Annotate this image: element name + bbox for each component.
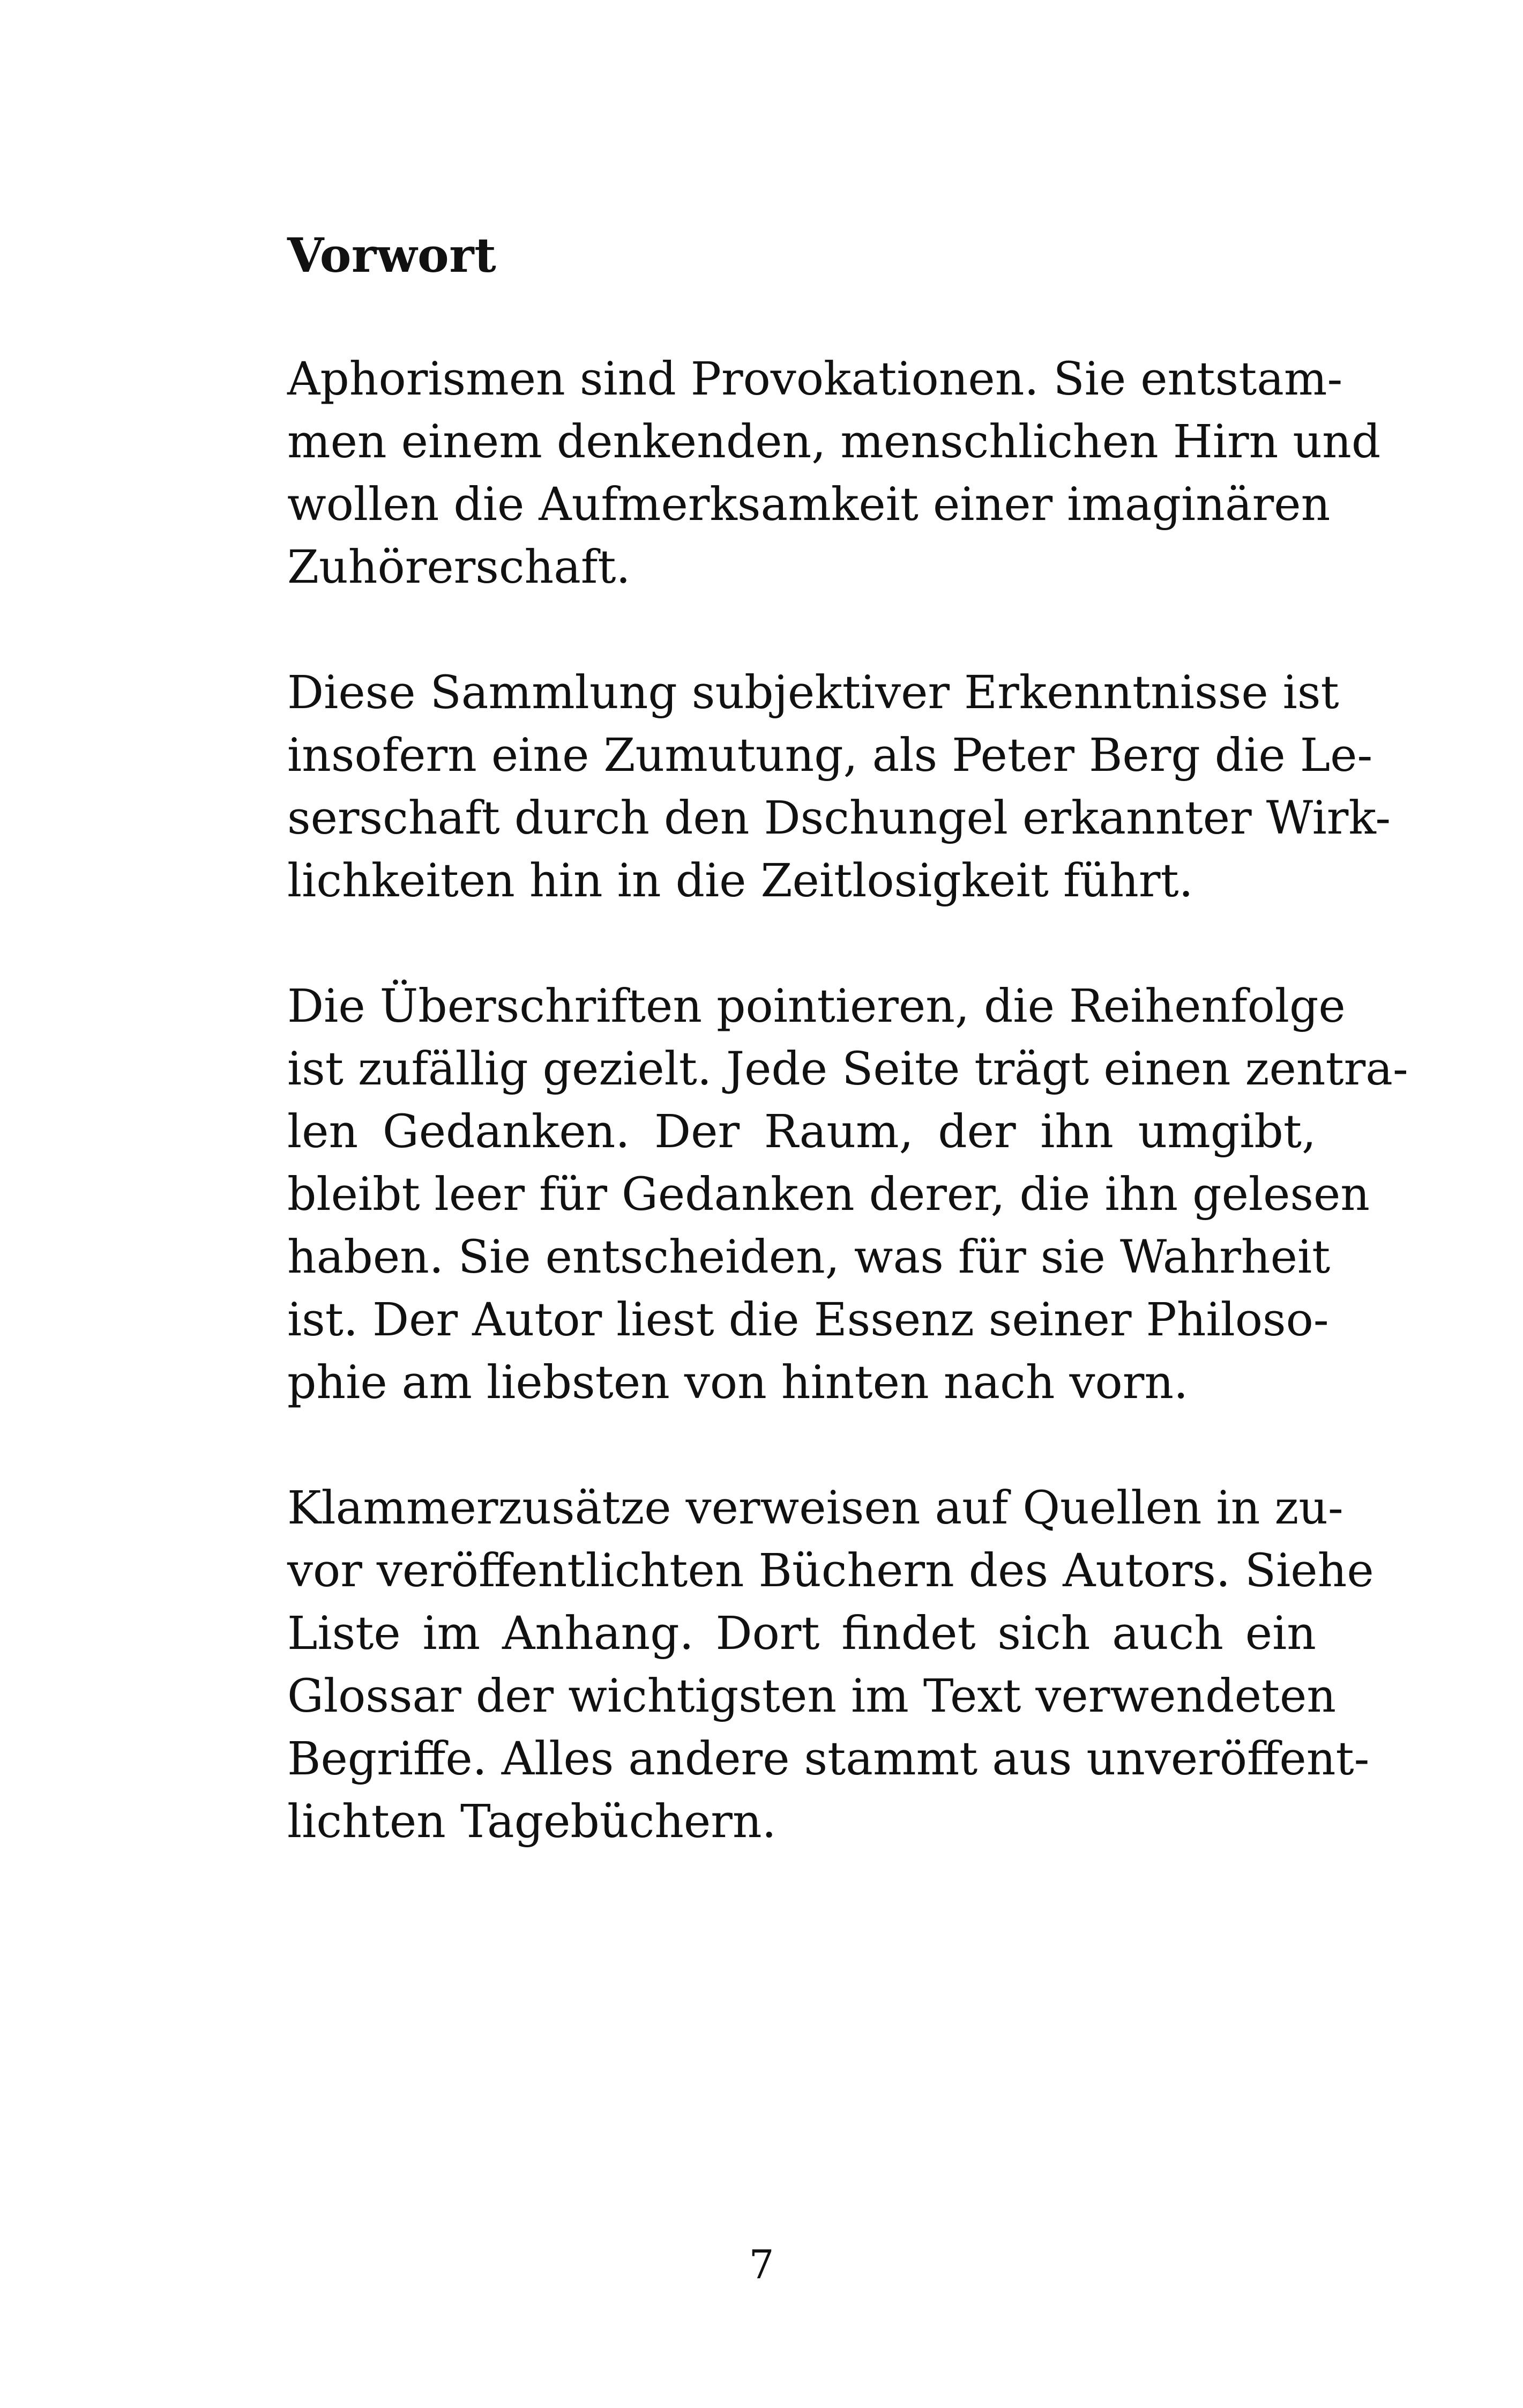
paragraph-line: men einem denkenden, menschlichen Hirn und <box>287 415 1381 469</box>
paragraph-4 <box>287 1477 1374 1853</box>
paragraph-1 <box>287 348 1381 599</box>
paragraph-line: Diese Sammlung subjektiver Erkenntnisse ist <box>287 666 1339 719</box>
paragraph-line: Klammerzusätze verweisen auf Quellen in zu- <box>287 1482 1343 1535</box>
paragraph-line: ist. Der Autor liest die Essenz seiner Philoso- <box>287 1294 1329 1347</box>
paragraph-line: wollen die Aufmerksamkeit einer imaginären <box>287 478 1331 531</box>
page-number: 7 <box>749 2242 774 2288</box>
paragraph-line: vor veröffentlichten Büchern des Autors. Siehe <box>287 1544 1374 1597</box>
paragraph-line: phie am liebsten von hinten nach vorn. <box>287 1356 1189 1409</box>
paragraph-line: haben. Sie entscheiden, was für sie Wahrheit <box>287 1231 1331 1284</box>
paragraph-line: len Gedanken. Der Raum, der ihn umgibt, <box>287 1105 1316 1158</box>
paragraph-2 <box>287 662 1391 912</box>
paragraph-line: insofern eine Zumutung, als Peter Berg die Le- <box>287 729 1373 782</box>
paragraph-line: Liste im Anhang. Dort findet sich auch ein <box>287 1607 1316 1660</box>
paragraph-line: bleibt leer für Gedanken derer, die ihn gelesen <box>287 1168 1370 1221</box>
paragraph-line: Zuhörerschaft. <box>287 541 631 594</box>
paragraph-3 <box>287 975 1408 1414</box>
paragraph-line: Begriffe. Alles andere stammt aus unveröffent- <box>287 1733 1370 1786</box>
paragraph-line: lichkeiten hin in die Zeitlosigkeit führt. <box>287 854 1193 908</box>
paragraph-line: Die Überschriften pointieren, die Reihenfolge <box>287 980 1346 1033</box>
paragraph-line: lichten Tagebüchern. <box>287 1795 777 1848</box>
page-heading: Vorwort <box>287 227 497 283</box>
paragraph-line: serschaft durch den Dschungel erkannter Wirk- <box>287 792 1391 845</box>
paragraph-line: Glossar der wichtigsten im Text verwendeten <box>287 1670 1337 1723</box>
paragraph-line: Aphorismen sind Provokationen. Sie entstam- <box>287 353 1343 406</box>
text-block <box>287 224 1408 1916</box>
paragraph-line: ist zufällig gezielt. Jede Seite trägt einen zentra- <box>287 1043 1408 1096</box>
